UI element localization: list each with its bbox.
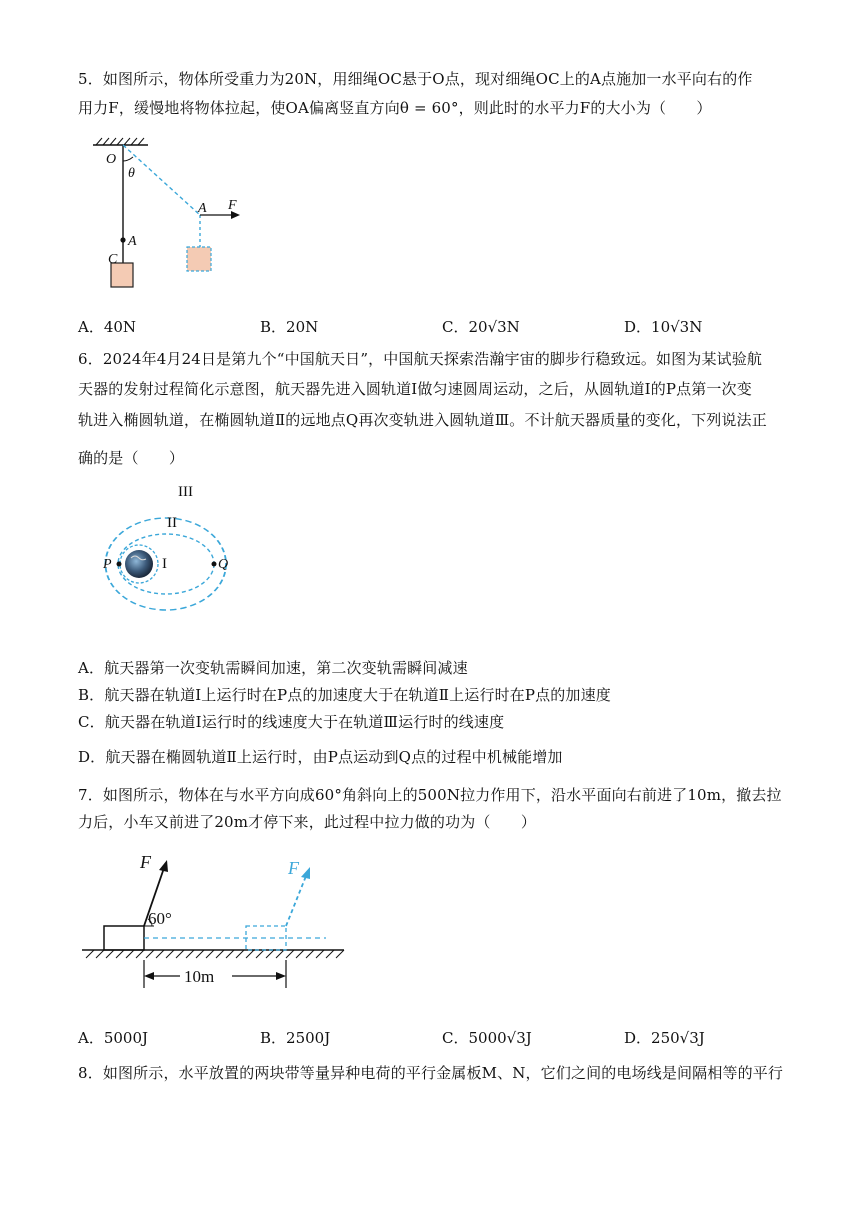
orbit-3-label: III bbox=[178, 484, 193, 500]
q6-stem-line-2: 天器的发射过程简化示意图，航天器先进入圆轨道Ⅰ做匀速圆周运动，之后，从圆轨道Ⅰ的P点第一次变 bbox=[78, 380, 752, 398]
force-f2-label: F bbox=[288, 858, 299, 878]
q7-option-a: A．5000J bbox=[78, 1029, 149, 1047]
q6-option-b: B．航天器在轨道Ⅰ上运行时在P点的加速度大于在轨道Ⅱ上运行时在P点的加速度 bbox=[78, 686, 611, 704]
q7-figure bbox=[82, 850, 350, 990]
orbit-2-label: II bbox=[167, 515, 177, 531]
q5-figure bbox=[88, 135, 258, 295]
point-o-label: O bbox=[106, 152, 117, 167]
q5-option-d: D．10√3N bbox=[624, 318, 703, 336]
q6-option-a: A．航天器第一次变轨需瞬间加速，第二次变轨需瞬间减速 bbox=[78, 659, 468, 677]
point-a2-label: A bbox=[198, 201, 207, 216]
q6-stem-line-4: 确的是（ ） bbox=[78, 449, 185, 467]
point-a-label: A bbox=[128, 234, 137, 249]
orbit-1-label: I bbox=[162, 556, 167, 572]
point-p-label: P bbox=[103, 557, 112, 572]
q6-stem-line-3: 轨进入椭圆轨道，在椭圆轨道Ⅱ的远地点Q再次变轨进入圆轨道Ⅲ。不计航天器质量的变化，下列说法正 bbox=[78, 411, 767, 429]
q6-option-d: D．航天器在椭圆轨道Ⅱ上运行时，由P点运动到Q点的过程中机械能增加 bbox=[78, 748, 563, 766]
q5-option-a: A．40N bbox=[78, 318, 137, 336]
angle-label: 60° bbox=[148, 909, 172, 928]
q5-stem-line-2: 用力F，缓慢地将物体拉起，使OA偏离竖直方向θ = 60°，则此时的水平力F的大小为（ ） bbox=[78, 99, 712, 117]
q6-option-c: C．航天器在轨道Ⅰ运行时的线速度大于在轨道Ⅲ运行时的线速度 bbox=[78, 713, 505, 731]
q6-orbit-figure bbox=[95, 478, 255, 628]
force-f-label: F bbox=[228, 198, 237, 213]
q7-option-c: C．5000√3J bbox=[442, 1029, 532, 1047]
q8-stem-line-1: 8．如图所示，水平放置的两块带等量异种电荷的平行金属板M、N，它们之间的电场线是间隔相等的平行 bbox=[78, 1064, 784, 1082]
q7-option-d: D．250√3J bbox=[624, 1029, 705, 1047]
q7-option-b: B．2500J bbox=[260, 1029, 331, 1047]
q7-stem-line-1: 7．如图所示，物体在与水平方向成60°角斜向上的500N拉力作用下，沿水平面向右前进了10m，撤去拉 bbox=[78, 786, 782, 804]
distance-label: 10m bbox=[184, 967, 215, 986]
q7-stem-line-2: 力后，小车又前进了20m才停下来，此过程中拉力做的功为（ ） bbox=[78, 813, 536, 831]
theta-label: θ bbox=[128, 166, 135, 181]
q5-option-b: B．20N bbox=[260, 318, 319, 336]
q6-stem-line-1: 6．2024年4月24日是第九个“中国航天日”，中国航天探索浩瀚宇宙的脚步行稳致远。如图为某试验航 bbox=[78, 350, 763, 368]
force-f1-label: F bbox=[140, 852, 151, 872]
point-q-label: Q bbox=[218, 557, 229, 572]
q5-option-c: C．20√3N bbox=[442, 318, 520, 336]
point-c-label: C bbox=[108, 252, 118, 267]
q5-stem-line-1: 5．如图所示，物体所受重力为20N，用细绳OC悬于O点，现对细绳OC上的A点施加一水平向右的作 bbox=[78, 70, 753, 88]
